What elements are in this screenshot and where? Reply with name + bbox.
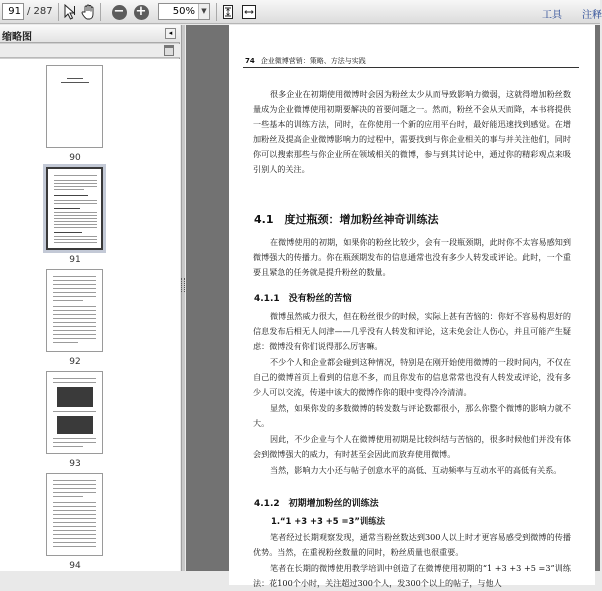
- section-heading: 4.1 度过瓶颈：增加粉丝神奇训练法: [254, 213, 439, 226]
- select-arrow-icon: [63, 4, 77, 20]
- zoom-out-icon: −: [112, 5, 127, 20]
- thumbnail-panel: [0, 25, 180, 571]
- thumbnail-panel-header: [0, 25, 180, 43]
- document-page: [229, 25, 595, 588]
- thumbnail-label: 91: [69, 255, 81, 265]
- body-paragraph: 笔者在长期的微博使用教学培训中创造了在微博使用初期的“1 +3 +3 +5 =3”训练法：花100个小时，关注超过300个人，发300个以上的帖子，与他人: [253, 563, 571, 588]
- zoom-in-button[interactable]: [133, 3, 149, 21]
- toolbar-divider: [100, 3, 101, 21]
- intro-paragraph: 很多企业在初期使用微博时会因为粉丝太少从而导致影响力微弱，这就得增加粉丝数量成为企业微博使用初期要解决的首要问题之一。然而，粉丝不会从天而降，本书将提供一些基本的训练方法，同时，在你使用一个新的应用平台时，最好能迅速找到感觉。在增加粉丝及提高企业微博影响力的过程中，需要找到与你企业相关的事与并关注他们，同时你可以搜索那些与你企业所在领域相关的微博，参与到其讨论中，通过你的精彩观点来吸引别人的关注。: [253, 89, 571, 174]
- thumbnail-label: 93: [69, 459, 81, 469]
- section-paragraph: 在微博使用的初期，如果你的粉丝比较少，会有一段瓶颈期，此时你不太容易感知到微博强大的传播力。你在瓶颈期发布的信息通常也没有多少人转发或评论。此时，一个重要且紧急的任务就是提升粉丝的数量。: [253, 237, 571, 277]
- thumbnail-page-91[interactable]: [46, 167, 103, 250]
- thumbnail-tools-bar: [0, 44, 180, 58]
- body-paragraph: 笔者经过长期观察发现，通常当粉丝数达到300人以上时才更容易感受到微博的传播优势。当然，在重视粉丝数量的同时，粉丝质量也很重要。: [253, 532, 571, 557]
- thumbnail-panel-title: 缩略图: [2, 32, 32, 43]
- hand-tool-button[interactable]: [80, 3, 96, 21]
- toolbar-divider: [216, 3, 217, 21]
- toolbar-divider: [58, 3, 59, 21]
- zoom-value: 50%: [172, 6, 195, 17]
- fit-width-icon: [241, 4, 257, 20]
- panel-splitter[interactable]: [181, 25, 185, 571]
- thumbnail-label: 92: [69, 357, 81, 367]
- comments-menu[interactable]: 注释: [582, 10, 602, 21]
- trash-icon[interactable]: [164, 45, 174, 56]
- item-heading: 1.“1 +3 +3 +5 =3”训练法: [271, 516, 386, 526]
- running-header: [245, 56, 366, 66]
- document-view[interactable]: [186, 25, 600, 588]
- thumbnail-page-94[interactable]: [46, 473, 103, 556]
- fit-page-button[interactable]: [220, 3, 236, 21]
- splitter-grip-icon[interactable]: [181, 278, 185, 292]
- page-number-input[interactable]: 91: [2, 3, 24, 20]
- hand-icon: [81, 4, 96, 20]
- fit-width-button[interactable]: [240, 3, 258, 21]
- collapse-panel-button[interactable]: ◂: [165, 28, 176, 39]
- zoom-in-icon: +: [134, 5, 149, 20]
- thumbnail-label: 90: [69, 153, 81, 163]
- thumbnail-label: 94: [69, 561, 81, 571]
- running-title: 企业微博营销：策略、方法与实践: [260, 57, 366, 65]
- page-number: 74: [245, 57, 255, 65]
- body-paragraph: 因此，不少企业与个人在微博使用初期是比较纠结与苦恼的，很多时候他们并没有体会到微博强大的威力，有时甚至会因此而放弃使用微博。: [253, 434, 571, 459]
- thumbnail-page-93[interactable]: [46, 371, 103, 454]
- body-paragraph: 当然，影响力大小还与帖子创意水平的高低、互动频率与互动水平的高低有关系。: [270, 465, 562, 475]
- main-toolbar: [0, 0, 600, 24]
- tools-menu[interactable]: 工具: [542, 10, 562, 21]
- zoom-select[interactable]: [158, 3, 210, 20]
- thumbnail-page-90[interactable]: [46, 65, 103, 148]
- thumbnail-list[interactable]: [0, 59, 180, 571]
- zoom-out-button[interactable]: [111, 3, 127, 21]
- fit-page-icon: [222, 4, 234, 20]
- body-paragraph: 微博虽然威力很大，但在粉丝很少的时候，实际上甚有苦恼的：你好不容易构思好的信息发布后相无人问津——几乎没有人转发和评论，这未免会让人伤心，并且可能产生疑虑：微博没有你们说得那么厉害嘛。: [253, 311, 571, 351]
- subsection-heading: 4.1.2 初期增加粉丝的训练法: [254, 499, 379, 509]
- body-paragraph: 不少个人和企业都会碰到这种情况，特别是在刚开始使用微博的一段时间内，不仅在自己的微博首页上看到的信息不多，而且你发布的信息常常也没有人转发或评论，没有多少人可以交流，传递中该大的微博作你的眼中变得冷冷清清。: [253, 357, 571, 397]
- chevron-down-icon[interactable]: ▼: [198, 4, 209, 19]
- body-paragraph: 显然，如果你发的多数微博的转发数与评论数都很小，那么你整个微博的影响力就不大。: [253, 403, 571, 428]
- subsection-heading: 4.1.1 没有粉丝的苦恼: [254, 294, 352, 304]
- total-pages-label: / 287: [27, 6, 53, 17]
- header-rule: [243, 67, 579, 68]
- thumbnail-page-92[interactable]: [46, 269, 103, 352]
- select-tool-button[interactable]: [62, 3, 78, 21]
